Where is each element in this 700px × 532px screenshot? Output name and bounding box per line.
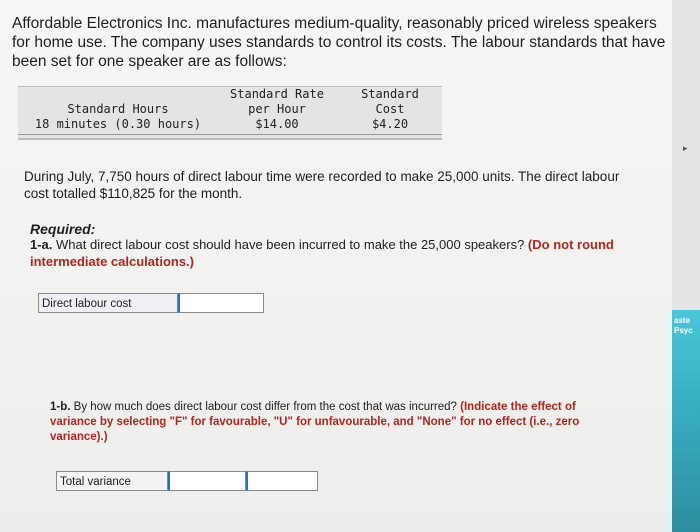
standard-rate-column xyxy=(222,87,332,132)
question-1a-text: What direct labour cost should have been incurred to make the 25,000 speakers? xyxy=(52,237,528,252)
direct-labour-cost-input[interactable] xyxy=(178,293,264,313)
problem-intro: Affordable Electronics Inc. manufactures medium-quality, reasonably priced wireless speakers for home use. The company uses standards to control its costs. The labour standards that have been set for one speaker are as follows: xyxy=(12,15,666,70)
answer-row-direct-labour-cost xyxy=(38,293,264,313)
required-heading: Required: xyxy=(30,221,96,237)
side-thumbnail-image xyxy=(672,310,700,532)
question-1a xyxy=(30,236,650,270)
question-1b-text: By how much does direct labour cost differ from the cost that was incurred? xyxy=(70,401,461,413)
side-thumbnail-line2: Psyc xyxy=(674,326,693,335)
total-variance-label: Total variance xyxy=(56,471,168,491)
table-mid-rule xyxy=(18,134,442,135)
scroll-arrow-icon: ▸ xyxy=(683,143,688,153)
standard-hours-value: 18 minutes (0.30 hours) xyxy=(34,117,202,131)
question-1a-note: (Do not round intermediate calculations.) xyxy=(30,237,614,269)
question-1a-number: 1-a. xyxy=(30,237,53,252)
standard-cost-column xyxy=(348,87,432,132)
table-bottom-rule xyxy=(18,138,442,140)
standard-cost-value: $4.20 xyxy=(371,117,409,131)
standard-cost-header-line2: Cost xyxy=(375,102,405,116)
side-thumbnail-line1: aste xyxy=(674,316,691,325)
total-variance-input[interactable] xyxy=(168,471,246,491)
standard-cost-header-line1: Standard xyxy=(361,87,419,101)
side-thumbnail-text xyxy=(674,316,693,336)
variance-effect-select[interactable] xyxy=(246,471,318,491)
standard-rate-header-line2: per Hour xyxy=(248,102,306,116)
answer-row-total-variance xyxy=(56,471,318,491)
standard-rate-header-line1: Standard Rate xyxy=(230,87,324,101)
labour-standards-table xyxy=(18,86,442,140)
question-1b-number: 1-b. xyxy=(50,401,71,413)
question-1b-note: (Indicate the effect of variance by selecting "F" for favourable, "U" for unfavourable, and "None" for no effect (i.e., zero variance).) xyxy=(50,401,580,443)
question-1b xyxy=(50,400,610,445)
july-facts: During July, 7,750 hours of direct labour time were recorded to make 25,000 units. The direct labour cost totalled $110,825 for the month. xyxy=(24,169,620,201)
standard-rate-value: $14.00 xyxy=(255,117,299,131)
standard-hours-header: Standard Hours xyxy=(67,102,169,116)
direct-labour-cost-label: Direct labour cost xyxy=(38,293,178,313)
